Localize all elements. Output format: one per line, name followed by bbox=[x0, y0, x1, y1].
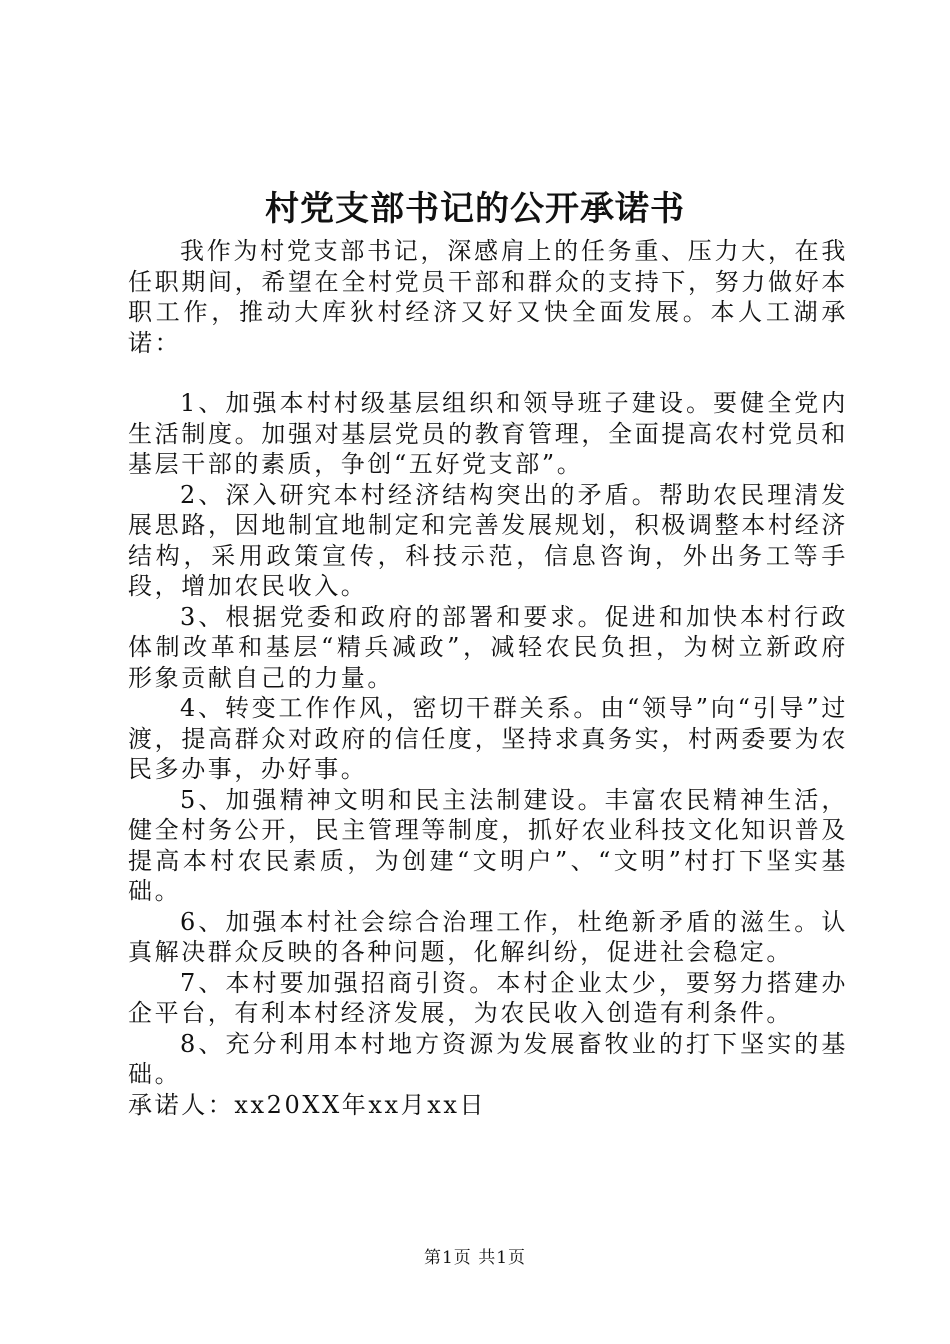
commitment-item-5: 5、加强精神文明和民主法制建设。丰富农民精神生活，健全村务公开，民主管理等制度，抓好农业科技文化知识普及提高本村农民素质，为创建“文明户”、“文明”村打下坚实基础。 bbox=[128, 785, 848, 905]
paragraph-spacer bbox=[128, 358, 848, 388]
document-body bbox=[128, 236, 848, 1120]
commitment-item-7: 7、本村要加强招商引资。本村企业太少，要努力搭建办企平台，有利本村经济发展，为农民收入创造有利条件。 bbox=[128, 968, 848, 1027]
intro-paragraph: 我作为村党支部书记，深感肩上的任务重、压力大，在我任职期间，希望在全村党员干部和群众的支持下，努力做好本职工作，推动大库狄村经济又好又快全面发展。本人工湖承诺： bbox=[128, 237, 848, 357]
signature-line: 承诺人：xx20XX年xx月xx日 bbox=[128, 1090, 487, 1119]
commitment-item-2: 2、深入研究本村经济结构突出的矛盾。帮助农民理清发展思路，因地制宜地制定和完善发展规划，积极调整本村经济结构，采用政策宣传，科技示范，信息咨询，外出务工等手段，增加农民收入。 bbox=[128, 480, 848, 600]
document-title: 村党支部书记的公开承诺书 bbox=[265, 189, 685, 229]
commitment-item-3: 3、根据党委和政府的部署和要求。促进和加快本村行政体制改革和基层“精兵减政”，减轻农民负担，为树立新政府形象贡献自己的力量。 bbox=[128, 602, 848, 692]
commitment-item-6: 6、加强本村社会综合治理工作，杜绝新矛盾的滋生。认真解决群众反映的各种问题，化解纠纷，促进社会稳定。 bbox=[128, 907, 848, 966]
commitment-item-8: 8、充分利用本村地方资源为发展畜牧业的打下坚实的基础。 bbox=[128, 1029, 848, 1088]
commitment-item-1: 1、加强本村村级基层组织和领导班子建设。要健全党内生活制度。加强对基层党员的教育管理，全面提高农村党员和基层干部的素质，争创“五好党支部”。 bbox=[128, 389, 848, 478]
page-footer: 第1页 共1页 bbox=[423, 1248, 527, 1268]
commitment-item-4: 4、转变工作作风，密切干群关系。由“领导”向“引导”过渡，提高群众对政府的信任度，坚持求真务实，村两委要为农民多办事，办好事。 bbox=[128, 694, 848, 783]
